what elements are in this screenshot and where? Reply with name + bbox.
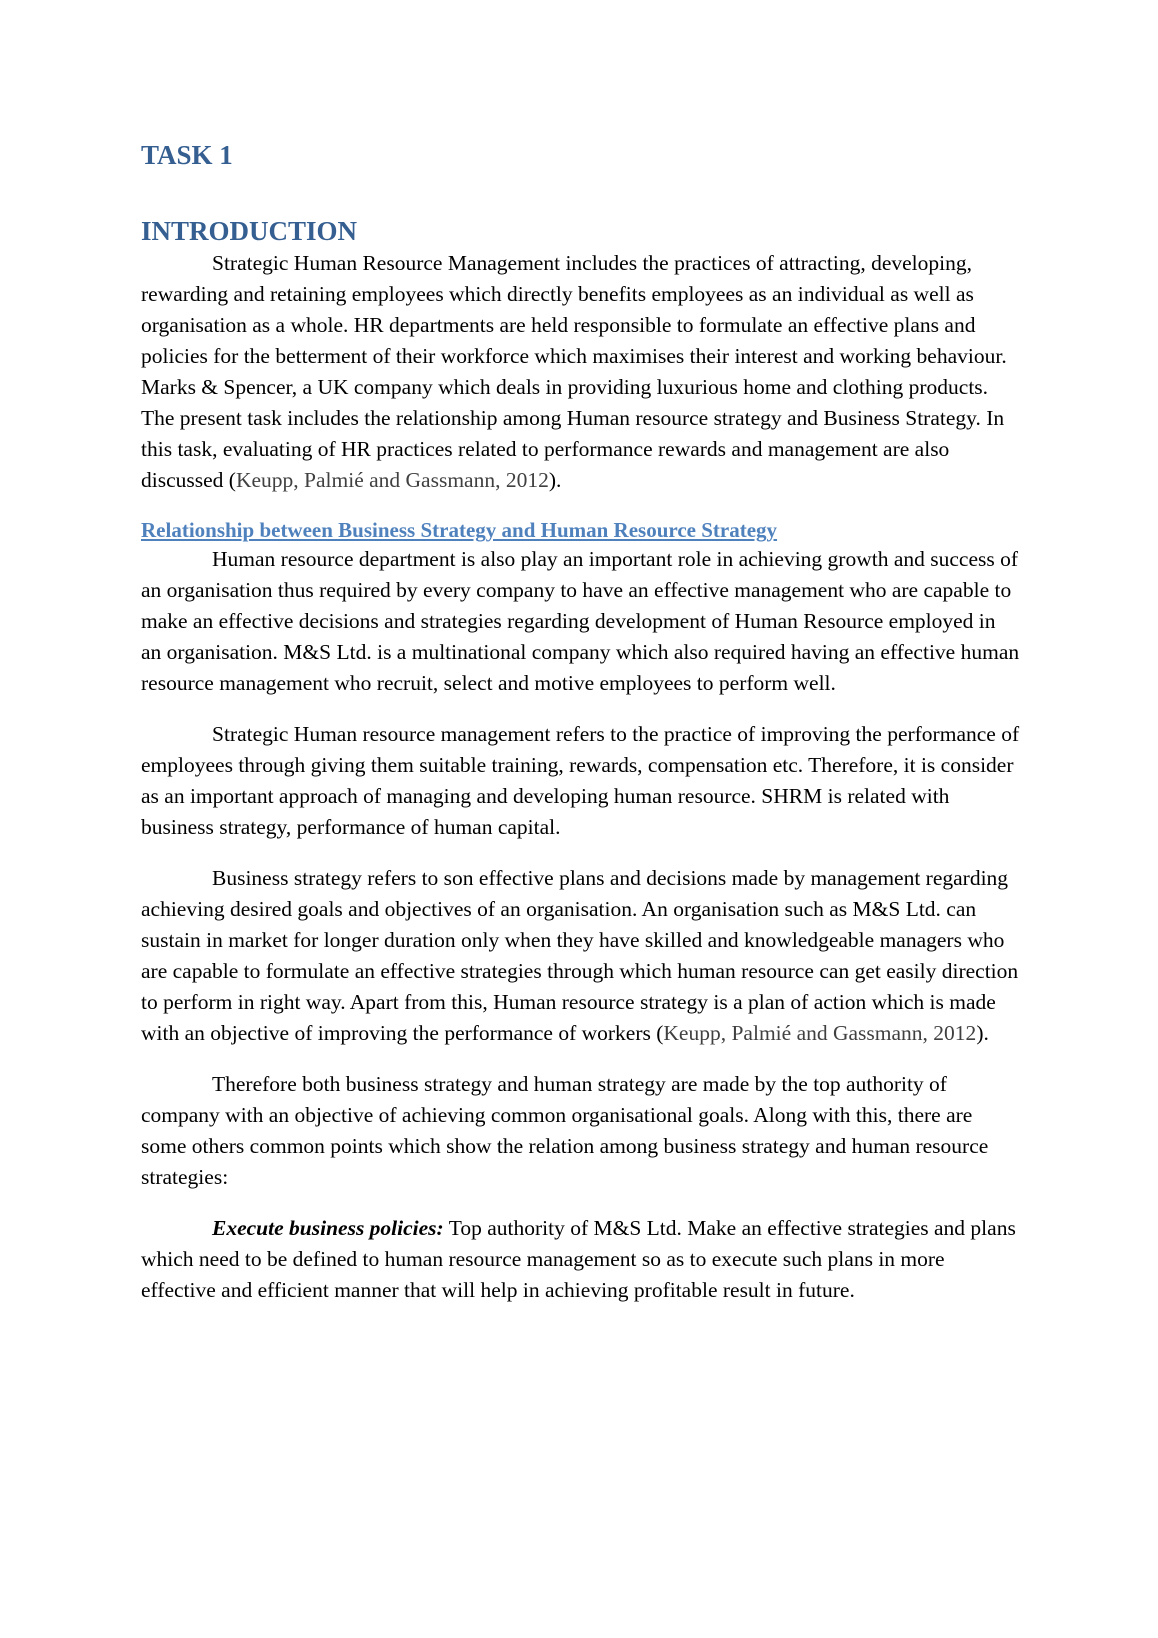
- citation: Keupp, Palmié and Gassmann, 2012: [663, 1021, 977, 1045]
- body-paragraph: Strategic Human resource management refers to the practice of improving the performance of employees through giving them suitable training, rewards, compensation etc. Therefore, it is consider as an important approach of managing and developing human resource. SHRM is related with business strategy, performance of human capital.: [141, 722, 1020, 839]
- business-strategy-text: Business strategy refers to son effective plans and decisions made by management regarding achieving desired goals and objectives of an organisation. An organisation such as M&S Ltd. can sustain in market for longer duration only when they have skilled and knowledgeable managers who are capable to formulate an effective strategies through which human resource can get easily direction to perform in right way. Apart from this, Human resource strategy is a plan of action which is made with an objective of improving the performance of workers (: [141, 866, 1019, 1045]
- introduction-heading: INTRODUCTION: [141, 216, 358, 246]
- citation: Keupp, Palmié and Gassmann, 2012: [235, 468, 549, 492]
- citation-end: ).: [976, 1021, 989, 1045]
- body-paragraph: Human resource department is also play an important role in achieving growth and success of an organisation thus required by every company to have an effective management who are capable to make an effective decisions and strategies regarding development of Human Resource employed in an organisation. M&S Ltd. is a multinational company which also required having an effective human resource management who recruit, select and motive employees to perform well.: [141, 547, 1020, 695]
- document-page: [141, 138, 1021, 1306]
- introduction-paragraph: [141, 248, 1021, 496]
- therefore-paragraph: Therefore both business strategy and human strategy are made by the top authority of company with an objective of achieving common organisational goals. Along with this, there are some others common points which show the relation among business strategy and human resource strategies:: [141, 1072, 989, 1189]
- introduction-text: Strategic Human Resource Management includes the practices of attracting, developing, rewarding and retaining employees which directly benefits employees as an individual as well as organisation as a whole. HR departments are held responsible to formulate an effective plans and policies for the betterment of their workforce which maximises their interest and working behaviour. Marks & Spencer, a UK company which deals in providing luxurious home and clothing products. The present task includes the relationship among Human resource strategy and Business Strategy. In this task, evaluating of HR practices related to performance rewards and management are also discussed (: [141, 251, 1007, 492]
- execute-business-policies-label: Execute business policies:: [212, 1216, 444, 1240]
- task-heading: TASK 1: [141, 140, 233, 170]
- citation-end: ).: [548, 468, 562, 492]
- business-strategy-paragraph: [141, 863, 1021, 1049]
- execute-business-policies-paragraph: [141, 1213, 1021, 1306]
- execute-business-policies-text: Top authority of M&S Ltd. Make an effective strategies and plans which need to be defined to human resource management so as to execute such plans in more effective and efficient manner that will help in achieving profitable result in future.: [141, 1216, 1016, 1302]
- relationship-heading: Relationship between Business Strategy and Human Resource Strategy: [141, 518, 778, 542]
